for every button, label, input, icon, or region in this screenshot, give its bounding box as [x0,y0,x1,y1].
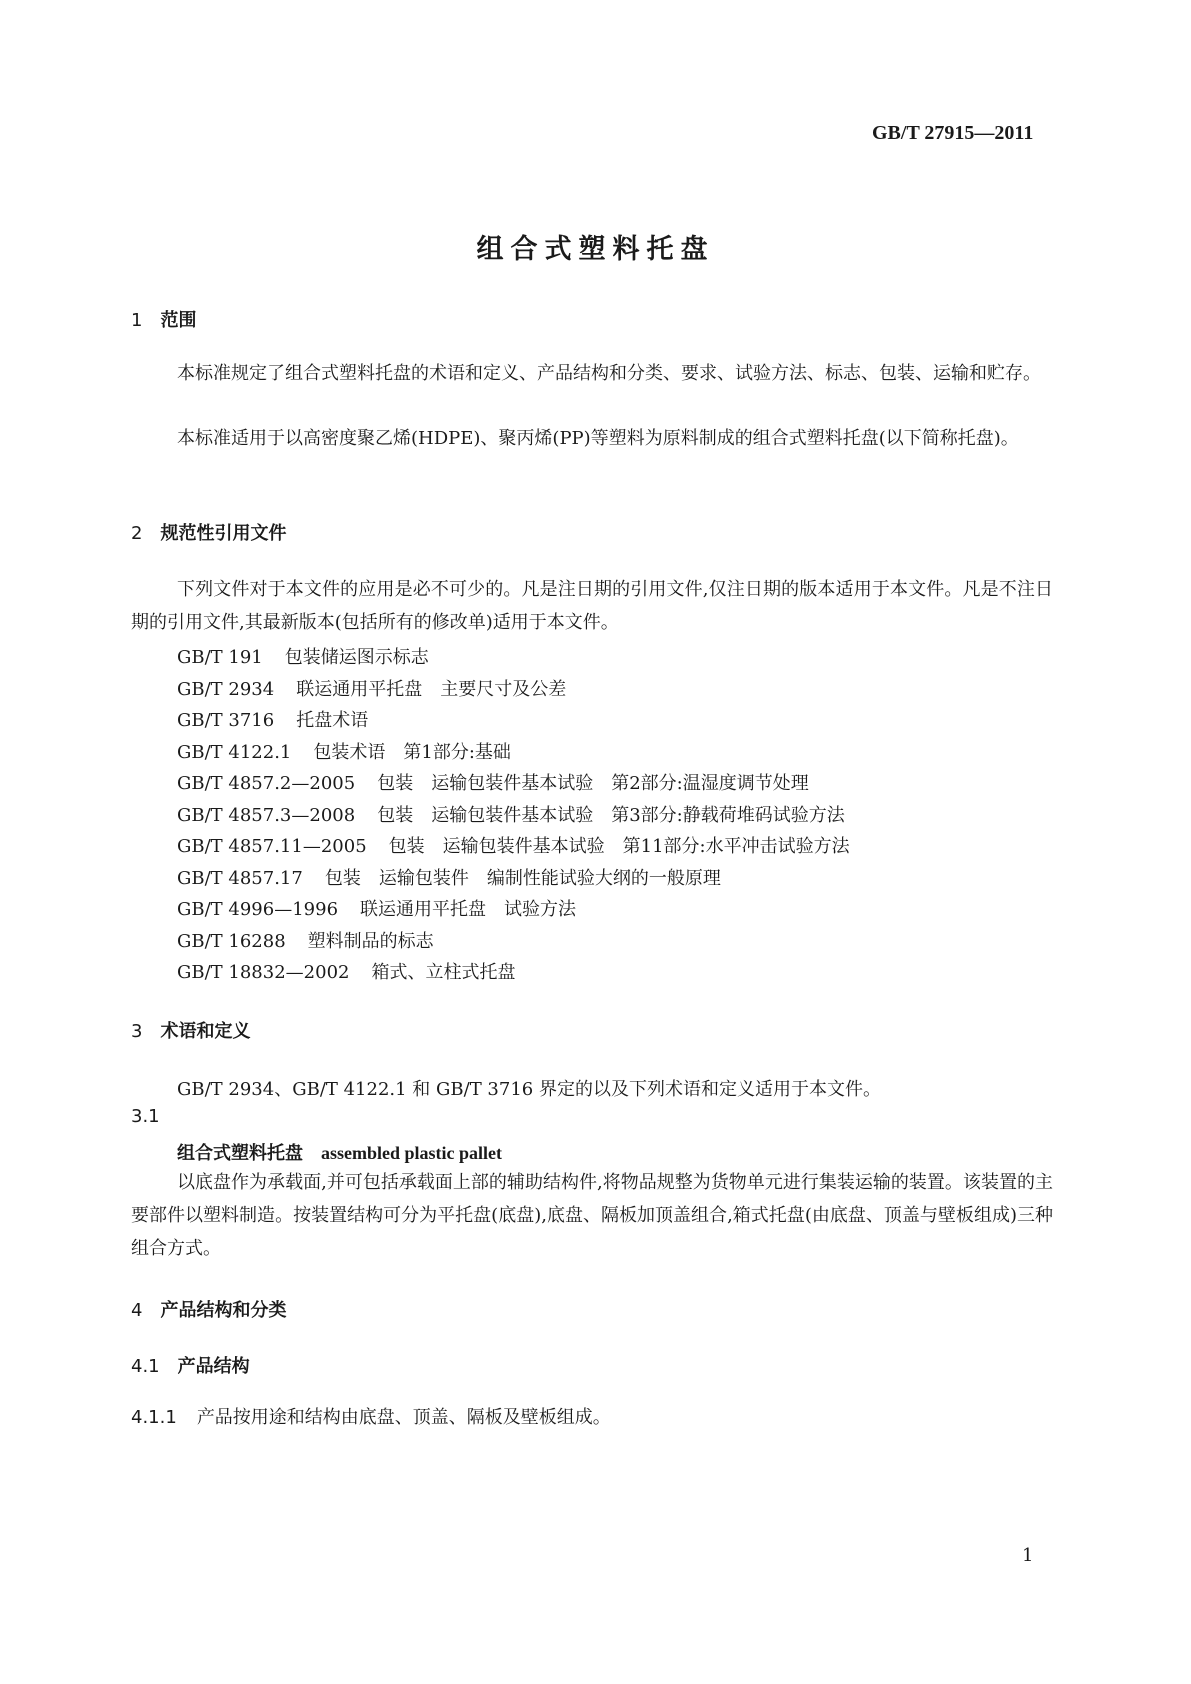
section-title: 产品结构和分类 [160,1300,287,1321]
reference-item [177,706,368,732]
section-3-heading [131,1017,250,1043]
paragraph: 下列文件对于本文件的应用是必不可少的。凡是注日期的引用文件,仅注日期的版本适用于本文件。凡是不注日期的引用文件,其最新版本(包括所有的修改单)适用于本文件。 [131,579,1053,633]
clause [131,1403,611,1429]
section-2-heading [131,519,286,545]
reference-code: GB/T 4857.3—2008 [177,805,356,826]
clause-text: 产品按用途和结构由底盘、顶盖、隔板及壁板组成。 [196,1407,611,1428]
reference-title: 联运通用平托盘 主要尺寸及公差 [296,679,567,700]
reference-code: GB/T 191 [177,647,263,668]
reference-code: GB/T 18832—2002 [177,962,350,983]
subsection-number: 4.1 [131,1356,160,1377]
term-name-cn: 组合式塑料托盘 [177,1143,303,1164]
reference-title: 包装 运输包装件基本试验 第11部分:水平冲击试验方法 [388,836,850,857]
reference-item [177,769,809,795]
term-name [177,1139,502,1165]
reference-code: GB/T 4857.17 [177,868,303,889]
section-number: 3 [131,1021,143,1042]
reference-code: GB/T 3716 [177,710,275,731]
reference-item [177,895,576,921]
reference-code: GB/T 4857.11—2005 [177,836,367,857]
term-definition: 以底盘作为承载面,并可包括承载面上部的辅助结构件,将物品规整为货物单元进行集装运输的装置。该装置的主要部件以塑料制造。按装置结构可分为平托盘(底盘),底盘、隔板加顶盖组合,箱式托盘(由底盘、顶盖与壁板组成)三种组合方式。 [131,1172,1053,1259]
reference-title: 包装储运图示标志 [284,647,429,668]
reference-item [177,832,850,858]
section-4-heading [131,1296,286,1322]
reference-title: 联运通用平托盘 试验方法 [360,899,577,920]
term-name-en: assembled plastic pallet [321,1143,503,1163]
section-title: 术语和定义 [160,1021,251,1042]
term-number: 3.1 [131,1106,160,1127]
reference-title: 包装 运输包装件基本试验 第3部分:静载荷堆码试验方法 [377,805,845,826]
paragraph: 本标准规定了组合式塑料托盘的术语和定义、产品结构和分类、要求、试验方法、标志、包装、运输和贮存。 [177,363,1041,384]
reference-title: 箱式、立柱式托盘 [371,962,516,983]
subsection-heading [131,1352,250,1378]
section-1-heading [131,306,196,332]
reference-title: 包装术语 第1部分:基础 [313,742,511,763]
reference-title: 托盘术语 [296,710,369,731]
standard-code: GB/T 27915—2011 [872,122,1034,144]
section-number: 2 [131,523,143,544]
page-number: 1 [1022,1545,1034,1566]
reference-code: GB/T 4996—1996 [177,899,339,920]
paragraph: 本标准适用于以高密度聚乙烯(HDPE)、聚丙烯(PP)等塑料为原料制成的组合式塑料托盘(以下简称托盘)。 [177,428,1019,449]
document-title: 组合式塑料托盘 [476,234,715,265]
paragraph: GB/T 2934、GB/T 4122.1 和 GB/T 3716 界定的以及下列术语和定义适用于本文件。 [177,1079,881,1100]
reference-code: GB/T 16288 [177,931,286,952]
reference-title: 包装 运输包装件 编制性能试验大纲的一般原理 [324,868,721,889]
reference-title: 塑料制品的标志 [307,931,434,952]
reference-item [177,675,566,701]
reference-item [177,643,429,669]
section-number: 4 [131,1300,143,1321]
reference-item [177,801,845,827]
reference-item [177,958,515,984]
reference-item [177,738,511,764]
reference-code: GB/T 2934 [177,679,275,700]
reference-code: GB/T 4122.1 [177,742,292,763]
section-number: 1 [131,310,143,331]
reference-title: 包装 运输包装件基本试验 第2部分:温湿度调节处理 [377,773,809,794]
reference-code: GB/T 4857.2—2005 [177,773,356,794]
reference-item [177,864,721,890]
section-title: 规范性引用文件 [160,523,287,544]
reference-item [177,927,434,953]
clause-number: 4.1.1 [131,1407,177,1428]
section-title: 范围 [160,310,197,331]
subsection-title: 产品结构 [177,1356,250,1377]
